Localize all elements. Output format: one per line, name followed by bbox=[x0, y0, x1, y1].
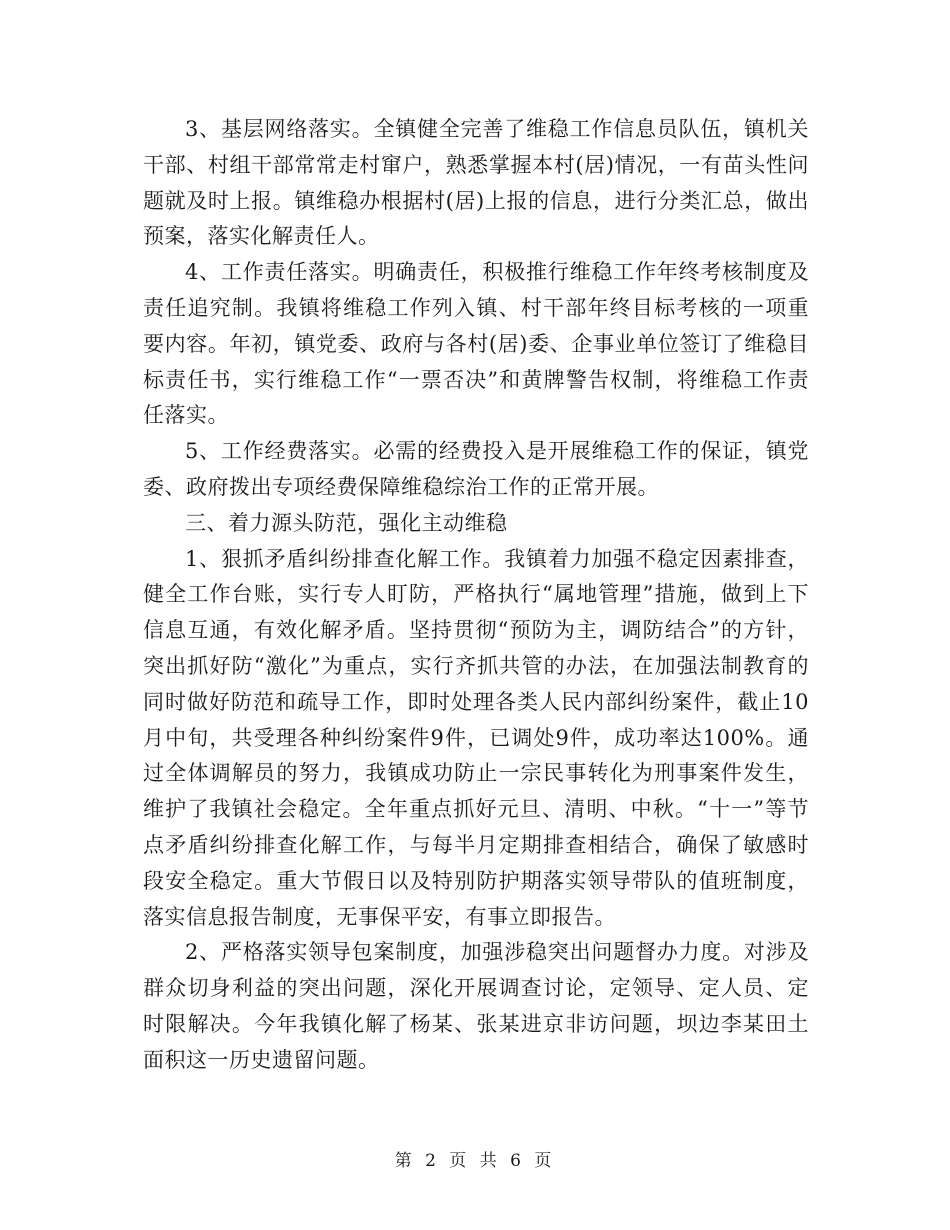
section-heading-source-prevention: 三、着力源头防范，强化主动维稳 bbox=[185, 510, 508, 535]
page-footer: 第 2 页 共 6 页 bbox=[394, 1151, 556, 1171]
paragraph-grassroots-network: 3、基层网络落实。全镇健全完善了维稳工作信息员队伍，镇机关干部、村组干部常常走村窜户，熟悉掌握本村(居)情况，一有苗头性问题就及时上报。镇维稳办根据村(居)上报的信息，进行分类汇总，做出预案，落实化解责任人。 bbox=[143, 117, 809, 249]
document-page bbox=[143, 112, 809, 1079]
paragraph-leadership-case-system: 2、严格落实领导包案制度，加强涉稳突出问题督办力度。对涉及群众切身利益的突出问题，深化开展调查讨论，定领导、定人员、定时限解决。今年我镇化解了杨某、张某进京非访问题，坝边李某田土面积这一历史遗留问题。 bbox=[143, 940, 809, 1072]
paragraph-work-responsibility: 4、工作责任落实。明确责任，积极推行维稳工作年终考核制度及责任追究制。我镇将维稳工作列入镇、村干部年终目标考核的一项重要内容。年初，镇党委、政府与各村(居)委、企事业单位签订了维稳目标责任书，实行维稳工作“一票否决”和黄牌警告权制，将维稳工作责任落实。 bbox=[143, 260, 809, 428]
paragraph-dispute-resolution: 1、狠抓矛盾纠纷排查化解工作。我镇着力加强不稳定因素排查，健全工作台账，实行专人盯防，严格执行“属地管理”措施，做到上下信息互通，有效化解矛盾。坚持贯彻“预防为主，调防结合”的方针，突出抓好防“激化”为重点，实行齐抓共管的办法，在加强法制教育的同时做好防范和疏导工作，即时处理各类人民内部纠纷案件，截止10月中旬，共受理各种纠纷案件9件，已调处9件，成功率达100%。通过全体调解员的努力，我镇成功防止一宗民事转化为刑事案件发生，维护了我镇社会稳定。全年重点抓好元旦、清明、中秋。“十一”等节点矛盾纠纷排查化解工作，与每半月定期排查相结合，确保了敏感时段安全稳定。重大节假日以及特别防护期落实领导带队的值班制度，落实信息报告制度，无事保平安，有事立即报告。 bbox=[143, 546, 809, 929]
paragraph-work-funding: 5、工作经费落实。必需的经费投入是开展维稳工作的保证，镇党委、政府拨出专项经费保障维稳综治工作的正常开展。 bbox=[143, 439, 809, 499]
